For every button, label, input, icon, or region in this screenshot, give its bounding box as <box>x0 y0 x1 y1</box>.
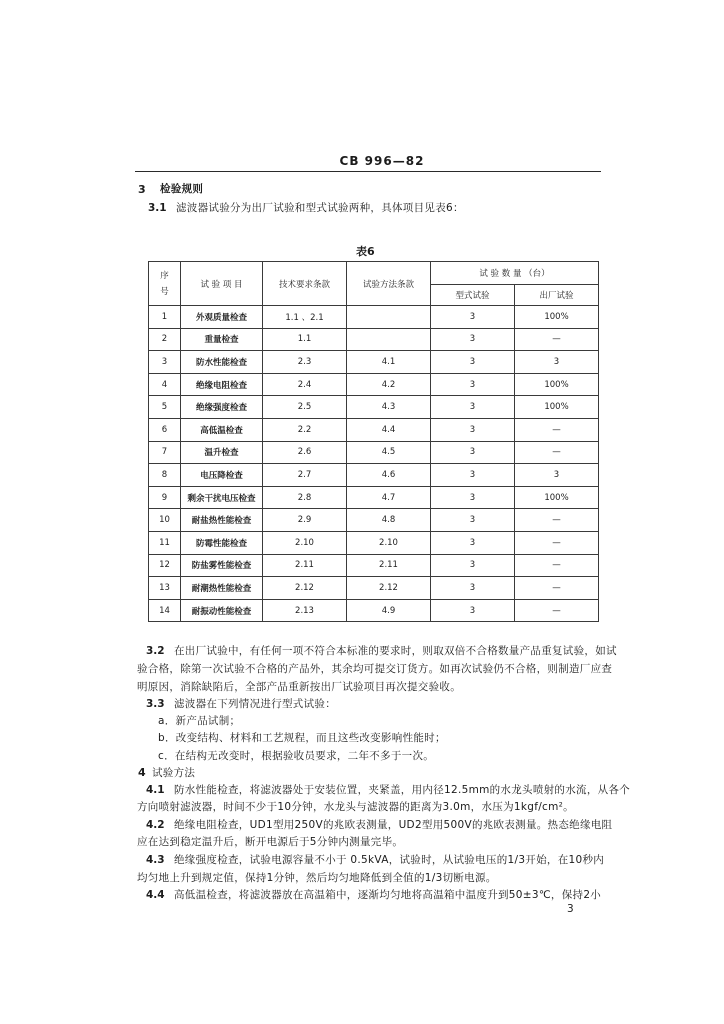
clause-3-1-number: 3.1 <box>148 202 167 214</box>
row-method-clause: 4.6 <box>347 464 431 487</box>
header-quantity: 试 验 数 量 （台） <box>431 262 599 285</box>
clause-3-2-line: 验合格，除第一次试验不合格的产品外，其余均可提交订货方。如再次试验仍不合格，则制造厂应查 <box>137 663 613 675</box>
table-row <box>149 577 599 600</box>
row-factory-test: — <box>515 441 599 464</box>
row-type-test: 3 <box>431 486 515 509</box>
clause-3-2-line: 在出厂试验中，有任何一项不符合本标准的要求时，则取双倍不合格数量产品重复试验，如试 <box>174 645 617 657</box>
clause-3-3-number: 3.3 <box>146 698 165 710</box>
section-4-number: 4 <box>138 766 146 779</box>
row-factory-test: 100% <box>515 373 599 396</box>
clause-4-4-line: 高低温检查，将滤波器放在高温箱中，逐渐均匀地将高温箱中温度升到50±3℃，保持2小 <box>174 889 602 901</box>
row-type-test: 3 <box>431 306 515 329</box>
list-item: c．在结构无改变时，根据验收员要求，二年不多于一次。 <box>158 750 435 762</box>
row-factory-test: — <box>515 531 599 554</box>
row-seq: 14 <box>149 599 181 622</box>
row-tech-clause: 2.2 <box>263 418 347 441</box>
clause-4-3-number: 4.3 <box>146 854 165 866</box>
row-factory-test: — <box>515 599 599 622</box>
row-seq: 5 <box>149 396 181 419</box>
row-method-clause <box>347 306 431 329</box>
row-item: 电压降检查 <box>181 464 263 487</box>
row-type-test: 3 <box>431 441 515 464</box>
row-method-clause: 4.7 <box>347 486 431 509</box>
clause-3-2-number: 3.2 <box>146 645 165 657</box>
table-row <box>149 599 599 622</box>
row-type-test: 3 <box>431 509 515 532</box>
header-factory-test: 出厂试验 <box>515 285 599 306</box>
row-type-test: 3 <box>431 531 515 554</box>
table-row <box>149 441 599 464</box>
row-seq: 13 <box>149 577 181 600</box>
clause-3-2-line: 明原因，消除缺陷后，全部产品重新按出厂试验项目再次提交验收。 <box>137 681 461 693</box>
header-seq-line2: 号 <box>160 286 169 297</box>
row-item: 绝缘电阻检查 <box>181 373 263 396</box>
row-tech-clause: 2.4 <box>263 373 347 396</box>
row-item: 耐盐热性能检查 <box>181 509 263 532</box>
list-item: a．新产品试制； <box>158 715 241 727</box>
row-item: 绝缘强度检查 <box>181 396 263 419</box>
row-seq: 7 <box>149 441 181 464</box>
row-method-clause: 4.1 <box>347 351 431 374</box>
table-caption: 表6 <box>356 245 375 258</box>
clause-3-1-text: 滤波器试验分为出厂试验和型式试验两种，具体项目见表6： <box>176 202 464 214</box>
page-number: 3 <box>567 903 574 915</box>
row-tech-clause: 2.8 <box>263 486 347 509</box>
row-factory-test: — <box>515 328 599 351</box>
row-seq: 8 <box>149 464 181 487</box>
row-tech-clause: 2.3 <box>263 351 347 374</box>
row-item: 外观质量检查 <box>181 306 263 329</box>
clause-4-2-number: 4.2 <box>146 819 165 831</box>
row-type-test: 3 <box>431 464 515 487</box>
row-type-test: 3 <box>431 554 515 577</box>
row-item: 防霉性能检查 <box>181 531 263 554</box>
row-method-clause: 4.9 <box>347 599 431 622</box>
row-tech-clause: 2.11 <box>263 554 347 577</box>
row-seq: 3 <box>149 351 181 374</box>
row-type-test: 3 <box>431 373 515 396</box>
row-type-test: 3 <box>431 351 515 374</box>
header-divider <box>135 171 601 172</box>
row-item: 耐潮热性能检查 <box>181 577 263 600</box>
row-item: 防盐雾性能检查 <box>181 554 263 577</box>
document-code: CB 996—82 <box>339 154 425 168</box>
clause-4-1-number: 4.1 <box>146 784 165 796</box>
row-method-clause: 4.4 <box>347 418 431 441</box>
header-item: 试 验 项 目 <box>181 262 263 306</box>
table-row <box>149 554 599 577</box>
table-row <box>149 509 599 532</box>
row-factory-test: 3 <box>515 464 599 487</box>
table-header-row <box>149 262 599 285</box>
section-4-title: 试验方法 <box>152 767 196 779</box>
row-seq: 9 <box>149 486 181 509</box>
row-item: 剩余干扰电压检查 <box>181 486 263 509</box>
row-seq: 2 <box>149 328 181 351</box>
row-item: 重量检查 <box>181 328 263 351</box>
row-tech-clause: 1.1 、2.1 <box>263 306 347 329</box>
row-tech-clause: 2.10 <box>263 531 347 554</box>
row-factory-test: 3 <box>515 351 599 374</box>
clause-4-3-line: 绝缘强度检查，试验电源容量不小于 0.5kVA，试验时，从试验电压的1/3开始，在10秒内 <box>174 854 605 866</box>
row-tech-clause: 2.12 <box>263 577 347 600</box>
row-factory-test: 100% <box>515 396 599 419</box>
header-seq <box>149 262 181 306</box>
row-method-clause <box>347 328 431 351</box>
table-row <box>149 418 599 441</box>
row-seq: 4 <box>149 373 181 396</box>
row-method-clause: 4.2 <box>347 373 431 396</box>
table-row <box>149 328 599 351</box>
section-3-title: 检验规则 <box>160 183 204 195</box>
row-tech-clause: 2.9 <box>263 509 347 532</box>
row-factory-test: — <box>515 554 599 577</box>
header-method-clause: 试验方法条款 <box>347 262 431 306</box>
row-seq: 12 <box>149 554 181 577</box>
row-method-clause: 2.10 <box>347 531 431 554</box>
row-item: 温升检查 <box>181 441 263 464</box>
row-item: 耐振动性能检查 <box>181 599 263 622</box>
header-seq-line1: 序 <box>160 270 169 281</box>
table-row <box>149 373 599 396</box>
row-factory-test: 100% <box>515 306 599 329</box>
section-3-number: 3 <box>138 183 146 196</box>
table-row <box>149 464 599 487</box>
clause-4-1-line: 防水性能检查，将滤波器处于安装位置，夹紧盖，用内径12.5mm的水龙头喷射的水流，从各个 <box>174 784 631 796</box>
table-row <box>149 531 599 554</box>
row-seq: 11 <box>149 531 181 554</box>
row-item: 高低温检查 <box>181 418 263 441</box>
row-factory-test: — <box>515 509 599 532</box>
row-method-clause: 4.3 <box>347 396 431 419</box>
clause-4-1-line: 方向喷射滤波器，时间不少于10分钟，水龙头与滤波器的距离为3.0m，水压为1kgf/cm²。 <box>137 801 574 813</box>
row-type-test: 3 <box>431 599 515 622</box>
row-factory-test: — <box>515 418 599 441</box>
table-row <box>149 486 599 509</box>
row-method-clause: 4.5 <box>347 441 431 464</box>
clause-4-4-number: 4.4 <box>146 889 165 901</box>
row-seq: 10 <box>149 509 181 532</box>
row-tech-clause: 2.5 <box>263 396 347 419</box>
list-item: b．改变结构、材料和工艺规程，而且这些改变影响性能时； <box>158 732 446 744</box>
clause-4-3-line: 均匀地上升到规定值，保持1分钟，然后均匀地降低到全值的1/3切断电源。 <box>137 872 497 884</box>
table-row <box>149 396 599 419</box>
clause-4-2-line: 应在达到稳定温升后，断开电源后于5分钟内测量完毕。 <box>137 836 404 848</box>
row-tech-clause: 1.1 <box>263 328 347 351</box>
row-method-clause: 4.8 <box>347 509 431 532</box>
test-items-table <box>148 261 599 622</box>
row-tech-clause: 2.13 <box>263 599 347 622</box>
row-seq: 1 <box>149 306 181 329</box>
clause-3-3-text: 滤波器在下列情况进行型式试验： <box>174 698 336 710</box>
row-seq: 6 <box>149 418 181 441</box>
row-tech-clause: 2.6 <box>263 441 347 464</box>
row-tech-clause: 2.7 <box>263 464 347 487</box>
row-method-clause: 2.11 <box>347 554 431 577</box>
row-method-clause: 2.12 <box>347 577 431 600</box>
header-type-test: 型式试验 <box>431 285 515 306</box>
table-row <box>149 351 599 374</box>
row-type-test: 3 <box>431 418 515 441</box>
row-type-test: 3 <box>431 577 515 600</box>
header-tech-clause: 技术要求条款 <box>263 262 347 306</box>
row-type-test: 3 <box>431 328 515 351</box>
clause-4-2-line: 绝缘电阻检查，UD1型用250V的兆欧表测量，UD2型用500V的兆欧表测量。热态绝缘电阻 <box>174 819 613 831</box>
table-row <box>149 306 599 329</box>
row-type-test: 3 <box>431 396 515 419</box>
row-factory-test: — <box>515 577 599 600</box>
row-item: 防水性能检查 <box>181 351 263 374</box>
row-factory-test: 100% <box>515 486 599 509</box>
